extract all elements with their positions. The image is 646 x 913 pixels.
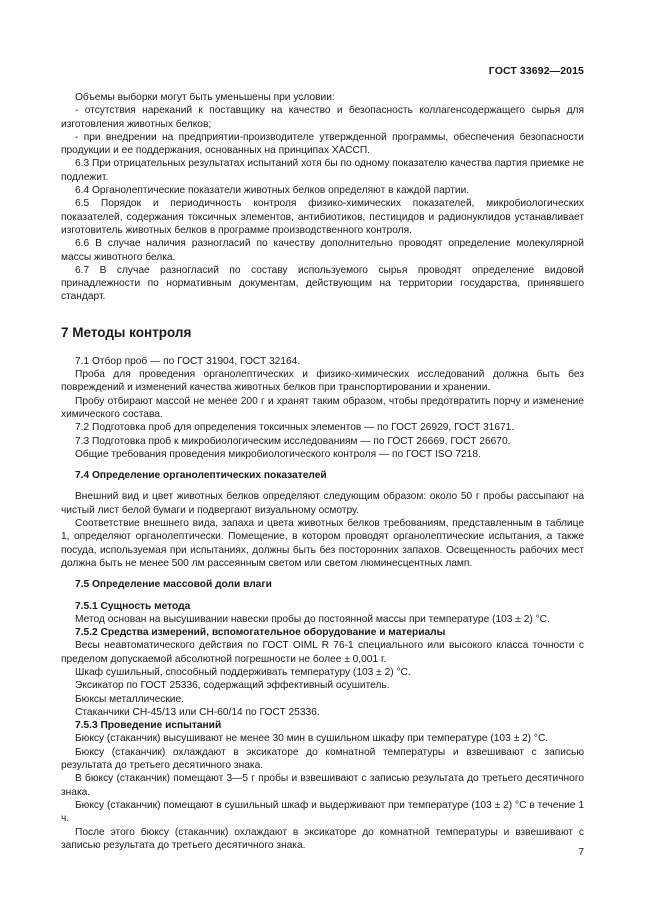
document-code-header: ГОСТ 33692—2015 [488,65,584,77]
clause-6-7: 6.7 В случае разногласий по составу используемого сырья проводят определение видовой принадлежности по нормативным документам, действующим на территории государства, принявшего стандарт. [61,264,584,303]
paragraph: Эксикатор по ГОСТ 25336, содержащий эффективный осушитель. [75,680,390,692]
clause-6-3: 6.3 При отрицательных результатах испытаний хотя бы по одному показателю качества партия приемке не подлежит. [61,158,584,183]
page-content [61,91,584,852]
subsection-title: 7.5.2 Средства измерений, вспомогательное оборудование и материалы [75,627,446,639]
paragraph: Весы неавтоматического действия по ГОСТ OIML R 76-1 специального или высокого класса точности с пределом допускаемой абсолютной погрешности не более ± 0,001 г. [61,640,584,665]
paragraph: Объемы выборки могут быть уменьшены при условии: [75,92,335,103]
paragraph: После этого бюксу (стаканчик) охлаждают в эксикаторе до комнатной температуры и взвешивают с записью результата до третьего десятичного знака. [61,826,584,851]
clause-6-5: 6.5 Порядок и периодичность контроля физико-химических показателей, микробиологических показателей, содержания токсичных элементов, антибиотиков, пестицидов и радионуклидов устанавливает изготовитель животных белков в программе производственного контроля. [61,198,584,236]
paragraph: Бюксу (стаканчик) помещают в сушильный шкаф и выдерживают при температуре (103 ± 2) °С в течение 1 ч. [61,799,584,825]
paragraph: Пробу отбирают массой не менее 200 г и хранят таким образом, чтобы предотвратить порчу и изменение химического состава. [61,395,584,420]
paragraph: Общие требования проведения микробиологического контроля — по ГОСТ ISO 7218. [75,448,481,460]
clause-6-4: 6.4 Органолептические показатели животных белков определяют в каждой партии. [75,185,470,197]
paragraph: Стаканчики СН-45/13 или СН-60/14 по ГОСТ 25336. [75,706,320,718]
subsection-title: 7.4 Определение органолептических показателей [75,470,327,482]
section-title: 7 Методы контроля [61,324,192,340]
paragraph: В бюксу (стаканчик) помещают 3—5 г пробы и взвешивают с записью результата до третьего десятичного знака. [61,773,584,798]
subsection-title: 7.5.1 Сущность метода [75,600,191,612]
page-number: 7 [578,847,584,858]
clause-6-6: 6.6 В случае наличия разногласий по качеству дополнительно проводят определение молекулярной массы животного белка. [61,238,584,263]
paragraph: Проба для проведения органолептических и физико-химических исследований должна быть без повреждений и изменений качества животных белков при транспортировании и хранении. [61,369,584,394]
paragraph: Бюксу (стаканчик) высушивают не менее 30 мин в сушильном шкафу при температуре (103 ± 2) °С. [75,733,549,745]
list-item: - при внедрении на предприятии-производителе утвержденной программы, обеспечения безопасности продукции и ее поддержания, основанных на принципах ХАССП. [61,131,584,157]
list-item: - отсутствия нареканий к поставщику на качество и безопасность коллагенсодержащего сырья для изготовления животных белков; [61,105,584,130]
paragraph: Бюксу (стаканчик) охлаждают в эксикаторе до комнатной температуры и взвешивают с записью результата до третьего десятичного знака. [61,746,584,772]
clause-7-2: 7.2 Подготовка проб для определения токсичных элементов — по ГОСТ 26929, ГОСТ 31671. [75,422,515,434]
paragraph: Шкаф сушильный, способный поддерживать температуру (103 ± 2) °С. [75,666,411,678]
paragraph: Метод основан на высушивании навески пробы до постоянной массы при температуре (103 ± 2) °С. [75,613,550,625]
paragraph: Бюксы металлические. [75,693,184,705]
subsection-title: 7.5.3 Проведение испытаний [75,720,222,732]
paragraph: Соответствие внешнего вида, запаха и цвета животных белков требованиям, представленным в таблице 1, определяют органолептически. Помещение, в котором проводят органолептические испытания, а также посуда, используемая при испытаниях, должны быть без посторонних запахов. Освещенность рабочих мест должна быть не менее 500 лм рассеянным светом или светом люминесцентных ламп. [61,518,584,569]
clause-7-3: 7.3 Подготовка проб к микробиологическим исследованиям — по ГОСТ 26669, ГОСТ 26670. [75,435,511,447]
subsection-title: 7.5 Определение массовой доли влаги [75,579,272,591]
clause-7-1: 7.1 Отбор проб — по ГОСТ 31904, ГОСТ 32164. [75,355,301,367]
paragraph: Внешний вид и цвет животных белков определяют следующим образом: около 50 г пробы рассыпают на чистый лист белой бумаги и подвергают визуальному осмотру. [61,491,584,516]
